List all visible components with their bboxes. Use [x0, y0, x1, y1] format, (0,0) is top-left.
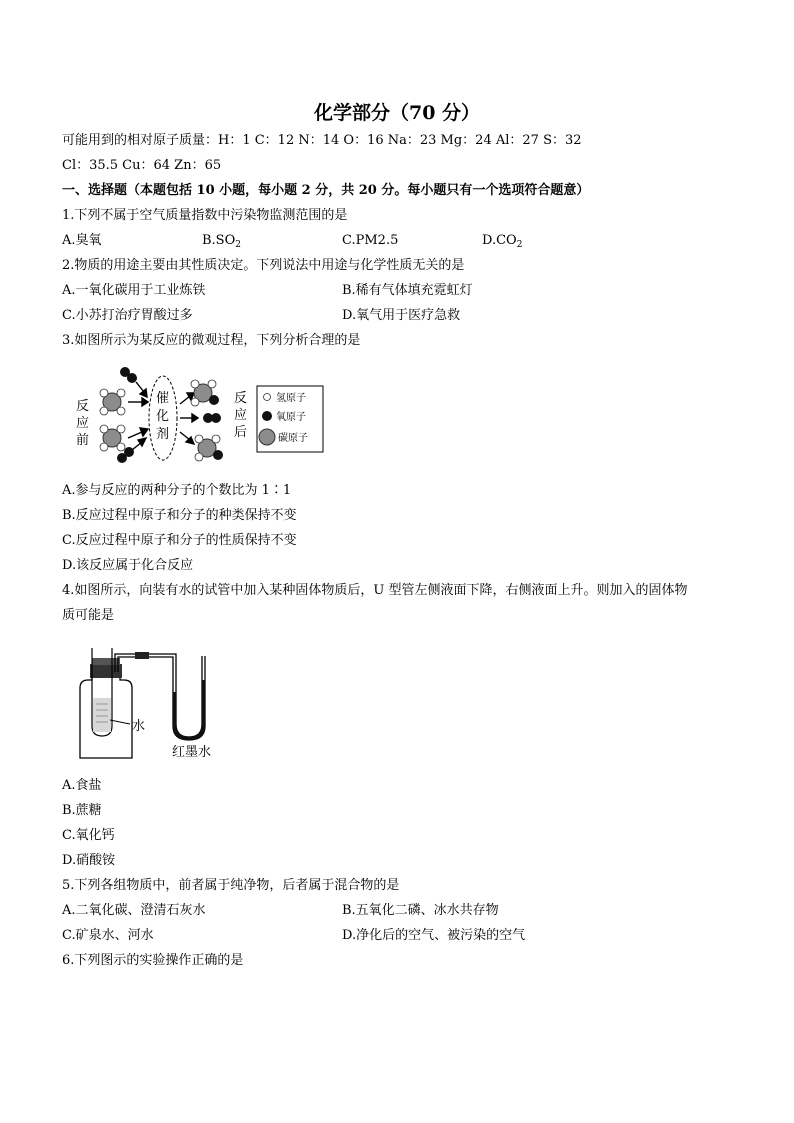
before-label-2: 应 — [76, 416, 90, 431]
q3-reaction-figure — [70, 360, 340, 470]
page-title: 化学部分（70 分） — [313, 102, 481, 124]
legend-carbon: 碳原子 — [278, 433, 308, 444]
q5-stem: 5.下列各组物质中，前者属于纯净物，后者属于混合物的是 — [62, 878, 400, 893]
after-label-2: 应 — [234, 408, 248, 423]
water-label: 水 — [132, 719, 146, 734]
q5-option-c: C.矿泉水、河水 — [62, 928, 154, 943]
u-tube — [173, 656, 205, 740]
stopper — [90, 664, 122, 678]
reactant-molecule-2 — [100, 425, 125, 451]
product-molecule-2 — [195, 435, 223, 461]
q4-stem-line1: 4.如图所示，向装有水的试管中加入某种固体物质后，U 型管左侧液面下降，右侧液面上升。则加入的固体物 — [62, 583, 688, 598]
q2-option-a: A.一氧化碳用于工业炼铁 — [62, 283, 206, 298]
q6-stem: 6.下列图示的实验操作正确的是 — [62, 953, 244, 968]
q4-option-b: B.蔗糖 — [62, 803, 102, 818]
q5-option-d: D.净化后的空气、被污染的空气 — [342, 928, 526, 943]
before-label-3: 前 — [76, 433, 90, 448]
section-heading: 一、选择题（本题包括 10 小题，每小题 2 分，共 20 分。每小题只有一个选项符合题意） — [62, 183, 590, 198]
product-oxygen — [203, 413, 221, 423]
q3-stem: 3.如图所示为某反应的微观过程，下列分析合理的是 — [62, 333, 361, 348]
q3-option-d: D.该反应属于化合反应 — [62, 558, 194, 573]
q4-option-c: C.氧化钙 — [62, 828, 115, 843]
q3-option-b: B.反应过程中原子和分子的种类保持不变 — [62, 508, 297, 523]
catalyst-label-3: 剂 — [156, 427, 170, 442]
q4-apparatus-figure — [70, 640, 240, 768]
q1-stem: 1.下列不属于空气质量指数中污染物监测范围的是 — [62, 208, 348, 223]
after-label-1: 反 — [234, 391, 248, 406]
rubber-connector — [135, 652, 149, 659]
legend-oxygen: 氧原子 — [276, 412, 306, 423]
q2-stem: 2.物质的用途主要由其性质决定。下列说法中用途与化学性质无关的是 — [62, 258, 465, 273]
q5-option-b: B.五氧化二磷、冰水共存物 — [342, 903, 499, 918]
catalyst-label-2: 化 — [156, 409, 170, 424]
q4-option-a: A.食盐 — [62, 778, 102, 793]
q1-option-a: A.臭氧 — [62, 233, 102, 248]
q2-option-c: C.小苏打治疗胃酸过多 — [62, 308, 193, 323]
before-label-1: 反 — [76, 399, 90, 414]
q1-option-c: C.PM2.5 — [342, 233, 399, 248]
atomic-masses-line1: 可能用到的相对原子质量：H：1 C：12 N：14 O：16 Na：23 Mg：24 Al：27 S：32 — [62, 133, 582, 148]
q5-option-a: A.二氧化碳、澄清石灰水 — [62, 903, 206, 918]
q1-option-b: $B.SO_2$ — [202, 233, 241, 250]
reactant-molecule-1 — [100, 389, 125, 415]
product-molecule-1 — [191, 380, 219, 406]
water-in-tube — [93, 698, 111, 732]
after-label-3: 后 — [234, 425, 248, 440]
legend-hydrogen: 氢原子 — [276, 393, 306, 404]
q3-option-c: C.反应过程中原子和分子的性质保持不变 — [62, 533, 297, 548]
q2-option-d: D.氧气用于医疗急救 — [342, 308, 461, 323]
atomic-masses-line2: Cl：35.5 Cu：64 Zn：65 — [62, 158, 222, 173]
red-ink-label: 红墨水 — [172, 745, 212, 760]
oxygen-molecule-1 — [120, 367, 137, 383]
q2-option-b: B.稀有气体填充霓虹灯 — [342, 283, 473, 298]
q3-option-a: A.参与反应的两种分子的个数比为 1∶1 — [62, 483, 292, 498]
q4-stem-line2: 质可能是 — [62, 608, 115, 623]
q4-option-d: D.硝酸铵 — [62, 853, 116, 868]
catalyst-label-1: 催 — [156, 391, 170, 406]
q1-option-d: $D.CO_2$ — [482, 233, 523, 250]
